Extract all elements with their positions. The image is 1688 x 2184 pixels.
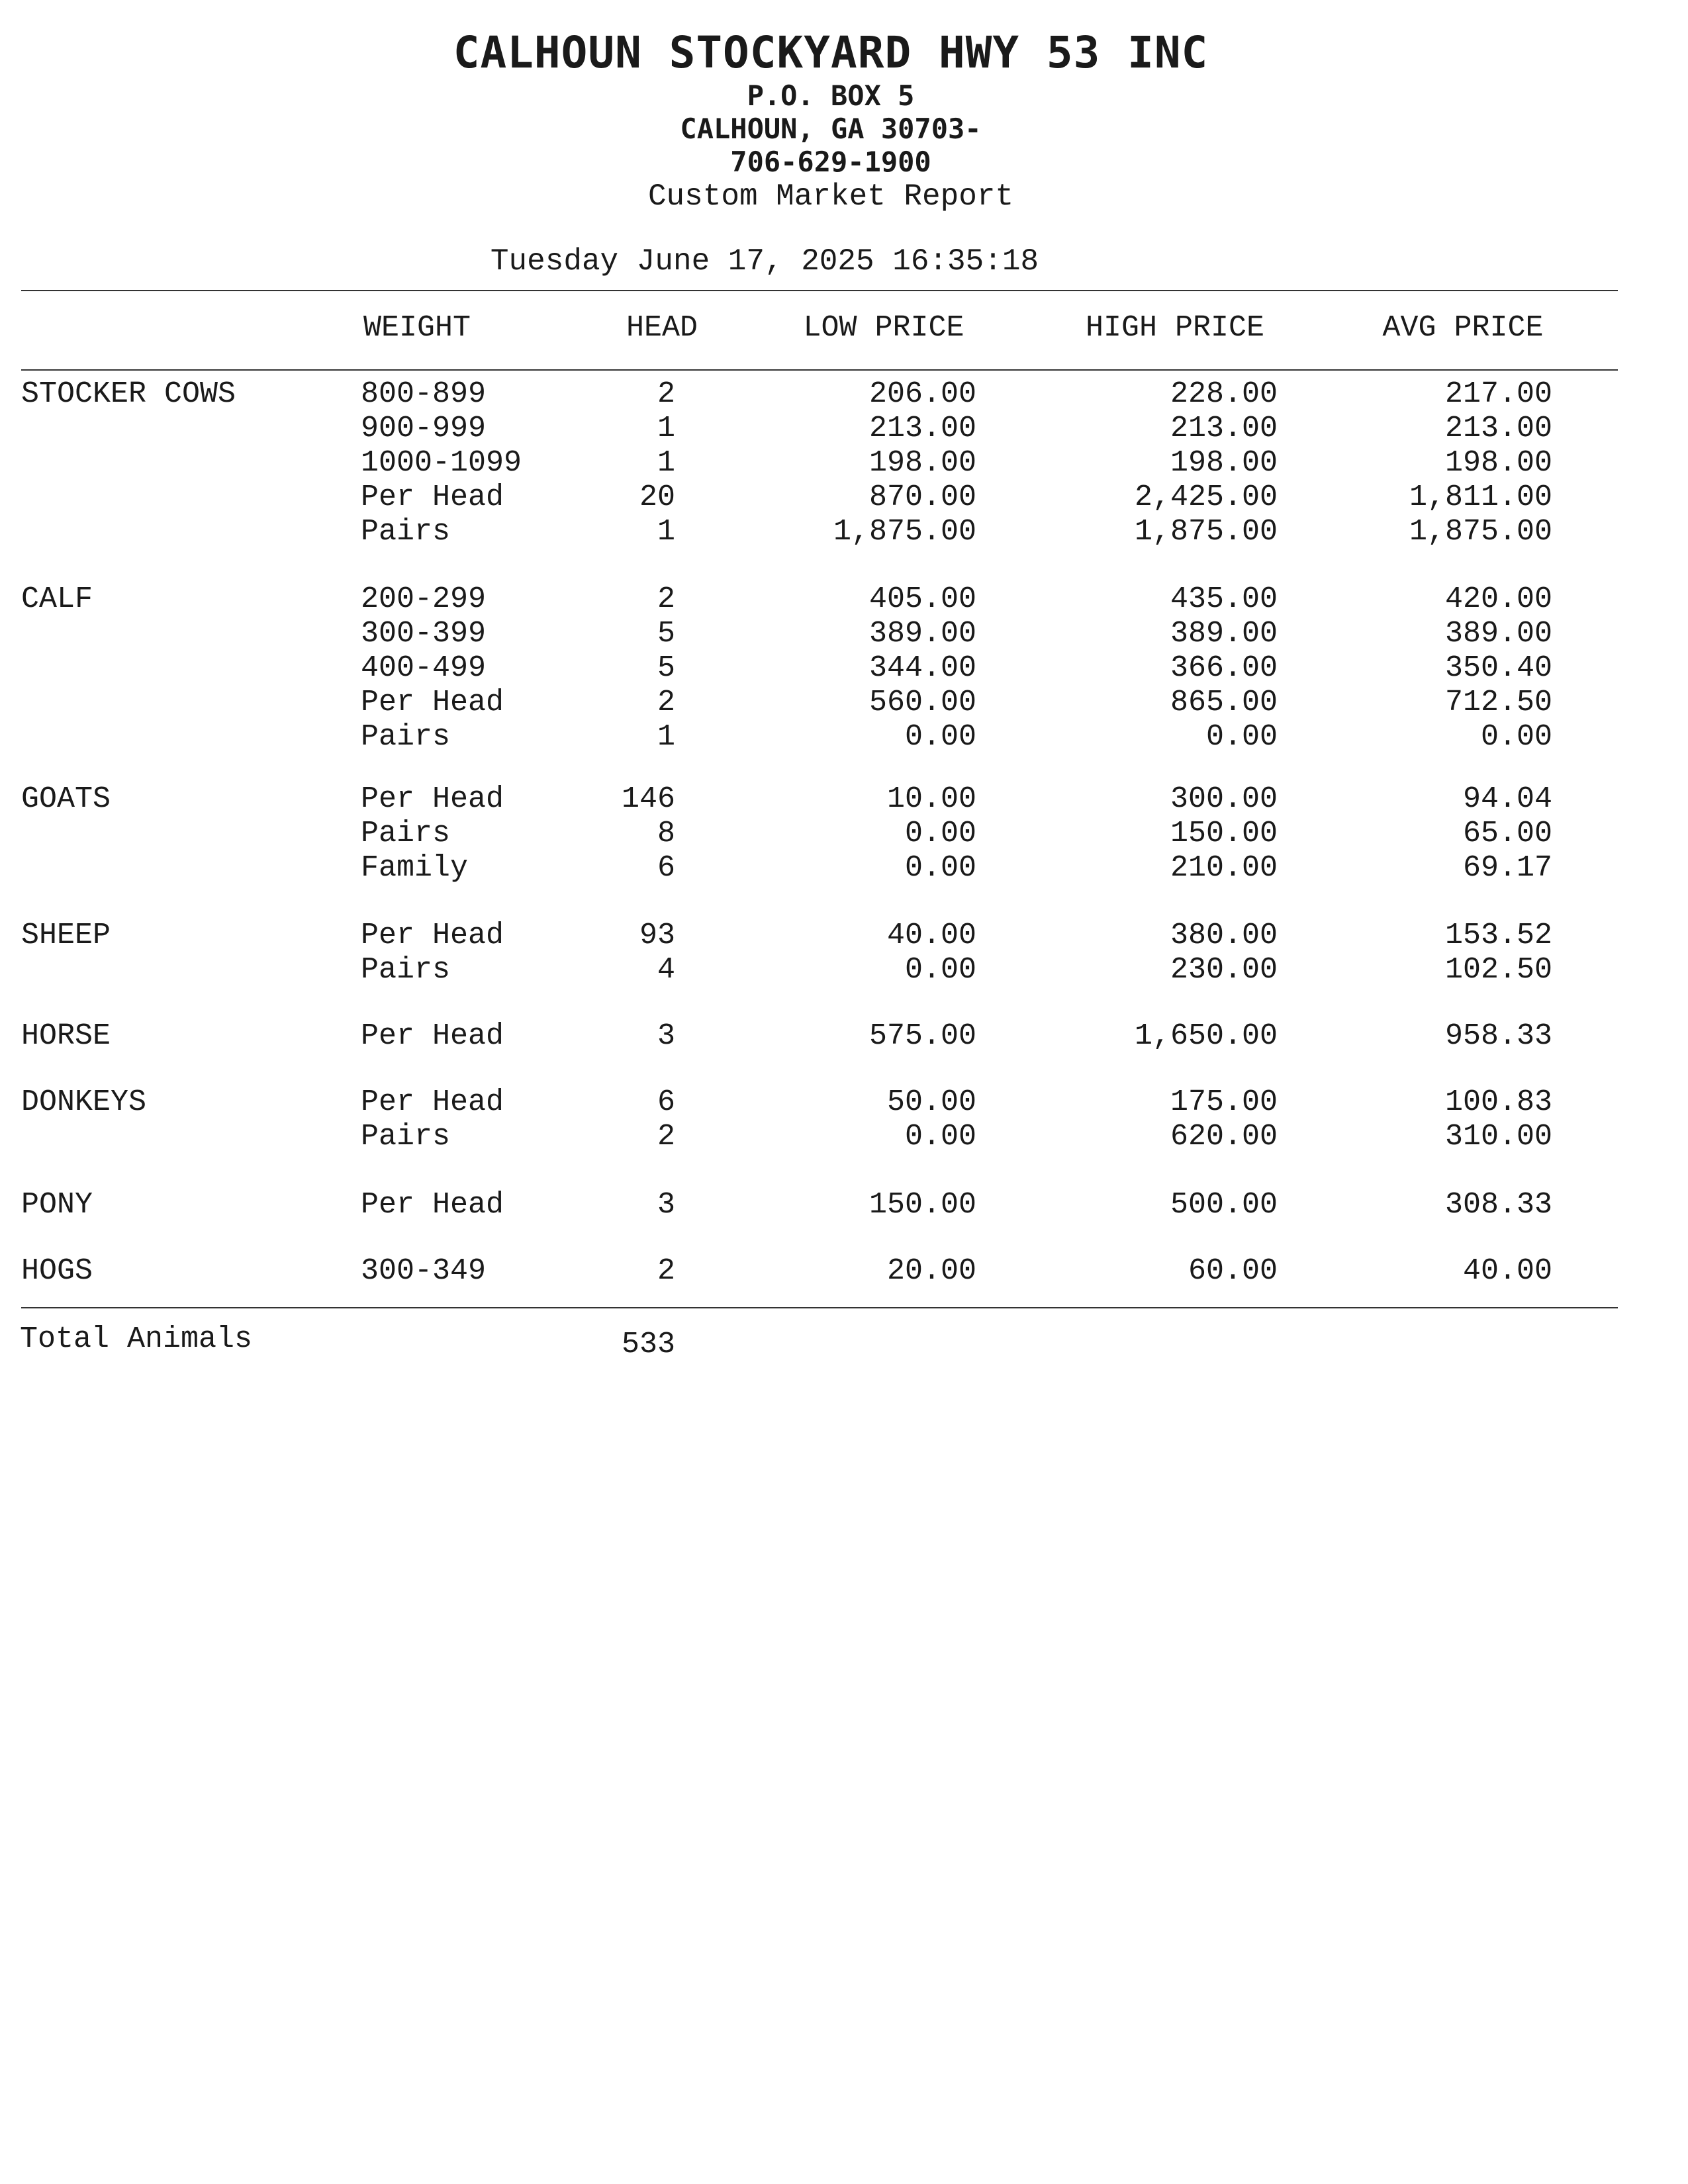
low-price-cell: 50.00: [886, 1085, 976, 1119]
high-price-cell: 300.00: [1170, 782, 1278, 816]
weight-cell: Pairs: [361, 720, 451, 754]
low-price-cell: 1,875.00: [833, 515, 976, 549]
avg-price-cell: 420.00: [1444, 582, 1552, 616]
total-animals-value: 533: [621, 1328, 675, 1361]
table-row: [0, 515, 1688, 549]
table-row: [0, 480, 1688, 515]
high-price-cell: 0.00: [1205, 720, 1278, 754]
low-price-cell: 560.00: [868, 686, 976, 719]
table-row: [0, 953, 1688, 987]
low-price-cell: 575.00: [868, 1019, 976, 1053]
total-animals-label: Total Animals: [20, 1322, 253, 1356]
header-rule: [21, 369, 1618, 371]
low-price-cell: 344.00: [868, 651, 976, 685]
head-count-cell: 146: [621, 782, 675, 816]
head-count-cell: 2: [657, 1120, 675, 1154]
high-price-cell: 213.00: [1170, 412, 1278, 445]
high-price-cell: 389.00: [1170, 617, 1278, 651]
table-row: [0, 720, 1688, 754]
weight-cell: 1000-1099: [361, 446, 522, 480]
head-count-cell: 5: [657, 651, 675, 685]
high-price-cell: 228.00: [1170, 377, 1278, 411]
low-price-cell: 198.00: [868, 446, 976, 480]
weight-cell: Pairs: [361, 817, 451, 850]
head-count-cell: 3: [657, 1019, 675, 1053]
low-price-cell: 150.00: [868, 1188, 976, 1222]
avg-price-cell: 213.00: [1444, 412, 1552, 445]
column-avg-price: AVG PRICE: [1382, 311, 1544, 345]
weight-cell: Family: [361, 851, 469, 885]
avg-price-cell: 153.52: [1444, 919, 1552, 952]
low-price-cell: 405.00: [868, 582, 976, 616]
column-high-price: HIGH PRICE: [1085, 311, 1265, 345]
low-price-cell: 0.00: [904, 817, 976, 850]
weight-cell: Per Head: [361, 1085, 504, 1119]
avg-price-cell: 308.33: [1444, 1188, 1552, 1222]
weight-cell: Pairs: [361, 1120, 451, 1154]
high-price-cell: 230.00: [1170, 953, 1278, 987]
table-row: [0, 851, 1688, 886]
avg-price-cell: 1,811.00: [1409, 480, 1552, 514]
weight-cell: Per Head: [361, 782, 504, 816]
high-price-cell: 865.00: [1170, 686, 1278, 719]
report-date: Tuesday June 17, 2025 16:35:18: [490, 244, 1039, 279]
category-label: SHEEP: [21, 919, 111, 952]
table-row: [0, 919, 1688, 953]
avg-price-cell: 69.17: [1462, 851, 1552, 885]
weight-cell: Per Head: [361, 686, 504, 719]
head-count-cell: 1: [657, 412, 675, 445]
high-price-cell: 435.00: [1170, 582, 1278, 616]
head-count-cell: 5: [657, 617, 675, 651]
table-row: [0, 412, 1688, 446]
head-count-cell: 6: [657, 1085, 675, 1119]
weight-cell: Per Head: [361, 919, 504, 952]
category-label: GOATS: [21, 782, 111, 816]
weight-cell: Pairs: [361, 515, 451, 549]
low-price-cell: 213.00: [868, 412, 976, 445]
low-price-cell: 0.00: [904, 720, 976, 754]
table-row: [0, 582, 1688, 617]
avg-price-cell: 389.00: [1444, 617, 1552, 651]
low-price-cell: 10.00: [886, 782, 976, 816]
head-count-cell: 1: [657, 720, 675, 754]
low-price-cell: 20.00: [886, 1254, 976, 1288]
weight-cell: 200-299: [361, 582, 487, 616]
head-count-cell: 8: [657, 817, 675, 850]
weight-cell: Per Head: [361, 1188, 504, 1222]
high-price-cell: 175.00: [1170, 1085, 1278, 1119]
high-price-cell: 2,425.00: [1134, 480, 1278, 514]
weight-cell: 300-399: [361, 617, 487, 651]
table-row: [0, 1019, 1688, 1054]
column-low-price: LOW PRICE: [803, 311, 964, 345]
table-row: [0, 1120, 1688, 1154]
table-row: [0, 1188, 1688, 1222]
avg-price-cell: 40.00: [1462, 1254, 1552, 1288]
avg-price-cell: 0.00: [1480, 720, 1552, 754]
table-row: [0, 377, 1688, 412]
low-price-cell: 0.00: [904, 1120, 976, 1154]
head-count-cell: 3: [657, 1188, 675, 1222]
high-price-cell: 500.00: [1170, 1188, 1278, 1222]
low-price-cell: 0.00: [904, 953, 976, 987]
high-price-cell: 1,875.00: [1134, 515, 1278, 549]
weight-cell: 900-999: [361, 412, 487, 445]
weight-cell: Pairs: [361, 953, 451, 987]
avg-price-cell: 1,875.00: [1409, 515, 1552, 549]
table-row: [0, 617, 1688, 651]
table-row: [0, 686, 1688, 720]
bottom-rule: [21, 1307, 1618, 1308]
head-count-cell: 2: [657, 377, 675, 411]
avg-price-cell: 310.00: [1444, 1120, 1552, 1154]
high-price-cell: 366.00: [1170, 651, 1278, 685]
report-header: [0, 26, 1688, 214]
avg-price-cell: 350.40: [1444, 651, 1552, 685]
table-row: [0, 817, 1688, 851]
top-rule: [21, 290, 1618, 291]
head-count-cell: 1: [657, 515, 675, 549]
avg-price-cell: 217.00: [1444, 377, 1552, 411]
avg-price-cell: 94.04: [1462, 782, 1552, 816]
column-weight: WEIGHT: [363, 311, 471, 345]
high-price-cell: 60.00: [1188, 1254, 1278, 1288]
weight-cell: 400-499: [361, 651, 487, 685]
avg-price-cell: 102.50: [1444, 953, 1552, 987]
avg-price-cell: 198.00: [1444, 446, 1552, 480]
report-title: Custom Market Report: [647, 179, 1014, 214]
po-box: P.O. BOX 5: [747, 79, 915, 112]
table-row: [0, 1254, 1688, 1289]
column-head: HEAD: [626, 311, 698, 345]
category-label: DONKEYS: [21, 1085, 147, 1119]
category-label: PONY: [21, 1188, 93, 1222]
weight-cell: Per Head: [361, 480, 504, 514]
avg-price-cell: 65.00: [1462, 817, 1552, 850]
avg-price-cell: 958.33: [1444, 1019, 1552, 1053]
weight-cell: 300-349: [361, 1254, 487, 1288]
head-count-cell: 93: [639, 919, 675, 952]
phone-number: 706-629-1900: [730, 146, 931, 178]
category-label: STOCKER COWS: [21, 377, 236, 411]
head-count-cell: 2: [657, 1254, 675, 1288]
high-price-cell: 620.00: [1170, 1120, 1278, 1154]
table-row: [0, 1085, 1688, 1120]
weight-cell: Per Head: [361, 1019, 504, 1053]
low-price-cell: 40.00: [886, 919, 976, 952]
city-state-zip: CALHOUN, GA 30703-: [680, 113, 982, 145]
head-count-cell: 2: [657, 582, 675, 616]
avg-price-cell: 100.83: [1444, 1085, 1552, 1119]
high-price-cell: 210.00: [1170, 851, 1278, 885]
table-row: [0, 651, 1688, 686]
head-count-cell: 1: [657, 446, 675, 480]
low-price-cell: 389.00: [868, 617, 976, 651]
avg-price-cell: 712.50: [1444, 686, 1552, 719]
head-count-cell: 20: [639, 480, 675, 514]
category-label: CALF: [21, 582, 93, 616]
high-price-cell: 198.00: [1170, 446, 1278, 480]
high-price-cell: 150.00: [1170, 817, 1278, 850]
head-count-cell: 6: [657, 851, 675, 885]
high-price-cell: 380.00: [1170, 919, 1278, 952]
high-price-cell: 1,650.00: [1134, 1019, 1278, 1053]
low-price-cell: 206.00: [868, 377, 976, 411]
category-label: HORSE: [21, 1019, 111, 1053]
low-price-cell: 0.00: [904, 851, 976, 885]
head-count-cell: 2: [657, 686, 675, 719]
low-price-cell: 870.00: [868, 480, 976, 514]
table-row: [0, 446, 1688, 480]
category-label: HOGS: [21, 1254, 93, 1288]
table-row: [0, 782, 1688, 817]
weight-cell: 800-899: [361, 377, 487, 411]
company-name: CALHOUN STOCKYARD HWY 53 INC: [453, 27, 1209, 78]
head-count-cell: 4: [657, 953, 675, 987]
